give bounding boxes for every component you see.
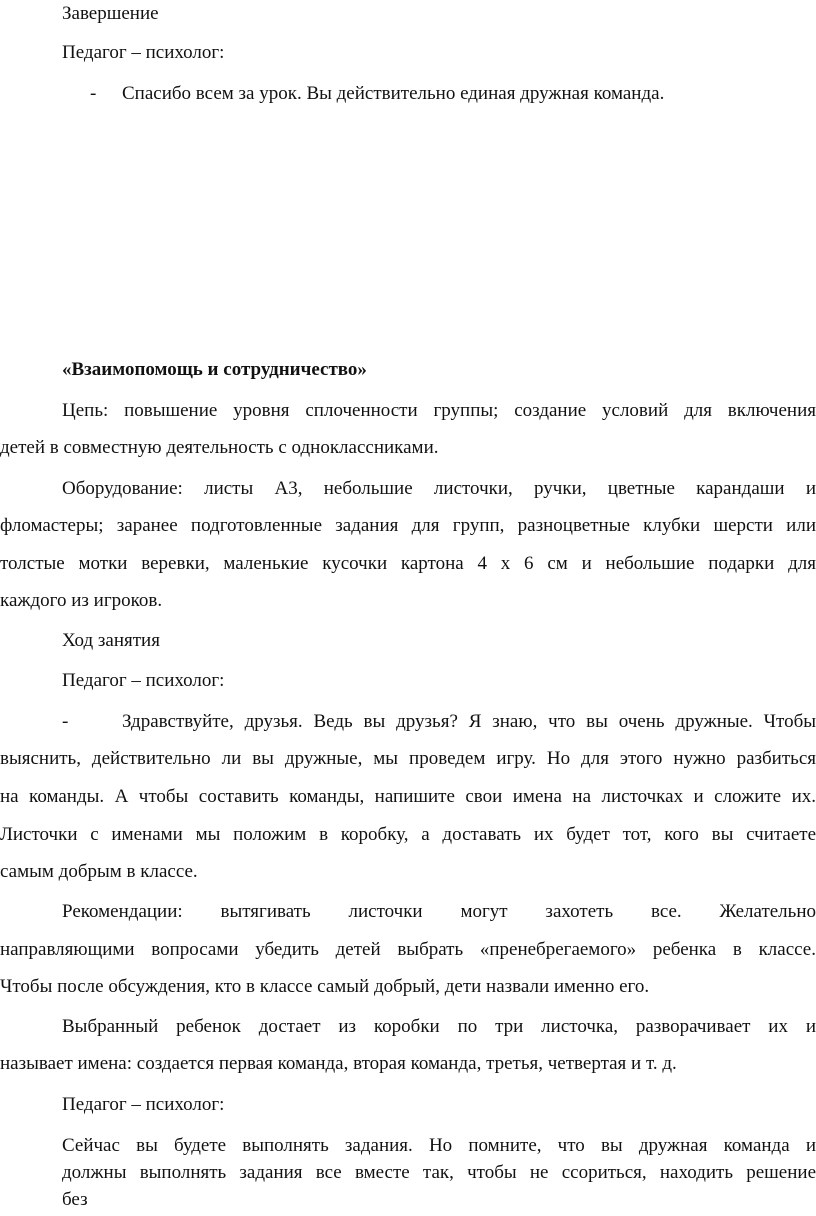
tasks-line-2: должны выполнять задания все вместе так, чтобы не ссориться, находить решение <box>62 1162 816 1183</box>
list-dash: - <box>90 83 97 104</box>
chosen-line-2: называет имена: создается первая команда, вторая команда, третья, четвертая и т. д. <box>0 1053 677 1074</box>
recommend-line-1: Рекомендации: вытягивать листочки могут захотеть все. Желательно <box>62 901 816 922</box>
goal-line-2: детей в совместную деятельность с одноклассниками. <box>0 437 439 458</box>
speaker-label: Педагог – психолог: <box>62 42 225 63</box>
goal-line-1: Цепь: повышение уровня сплоченности группы; создание условий для включения <box>62 400 816 421</box>
equipment-line-3: толстые мотки веревки, маленькие кусочки картона 4 х 6 см и небольшие подарки для <box>0 553 816 574</box>
speaker-label: Педагог – психолог: <box>62 670 225 691</box>
list-dash: - <box>62 711 69 732</box>
tasks-line-1: Сейчас вы будете выполнять задания. Но помните, что вы дружная команда и <box>62 1135 816 1156</box>
greeting-line-4: Листочки с именами мы положим в коробку, а доставать их будет тот, кого вы считаете <box>0 824 816 845</box>
greeting-line-5: самым добрым в классе. <box>0 861 198 882</box>
recommend-line-2: направляющими вопросами убедить детей выбрать «пренебрегаемого» ребенка в классе. <box>0 939 816 960</box>
course-heading: Ход занятия <box>62 630 160 651</box>
heading-completion: Завершение <box>62 3 159 24</box>
thanks-text: Спасибо всем за урок. Вы действительно единая дружная команда. <box>122 83 665 104</box>
chosen-line-1: Выбранный ребенок достает из коробки по три листочка, разворачивает их и <box>62 1016 816 1037</box>
speaker-label: Педагог – психолог: <box>62 1094 225 1115</box>
greeting-line-1: Здравствуйте, друзья. Ведь вы друзья? Я знаю, что вы очень дружные. Чтобы <box>122 711 816 732</box>
greeting-line-2: выяснить, действительно ли вы дружные, мы проведем игру. Но для этого нужно разбиться <box>0 748 816 769</box>
greeting-line-3: на команды. А чтобы составить команды, напишите свои имена на листочках и сложите их. <box>0 786 816 807</box>
equipment-line-1: Оборудование: листы А3, небольшие листочки, ручки, цветные карандаши и <box>62 478 816 499</box>
equipment-line-2: фломастеры; заранее подготовленные задания для групп, разноцветные клубки шерсти или <box>0 515 816 536</box>
equipment-line-4: каждого из игроков. <box>0 590 163 611</box>
recommend-line-3: Чтобы после обсуждения, кто в классе самый добрый, дети назвали именно его. <box>0 976 650 997</box>
section-title: «Взаимопомощь и сотрудничество» <box>62 359 367 380</box>
tasks-line-3: без <box>62 1189 88 1210</box>
